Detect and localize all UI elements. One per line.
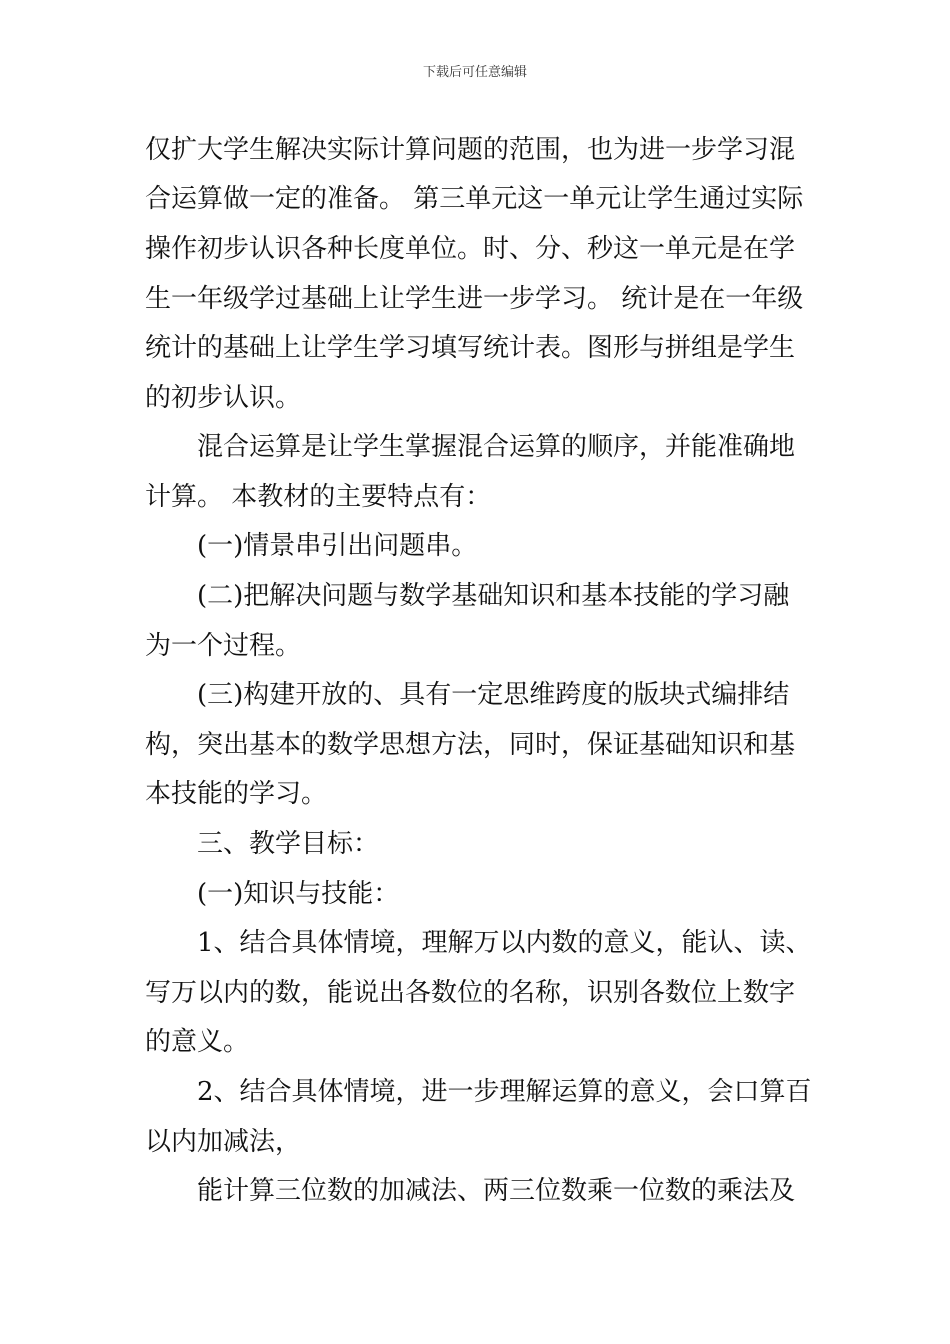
paragraph-line: 仅扩大学生解决实际计算问题的范围，也为进一步学习混 [145, 135, 796, 165]
paragraph-line: 统计的基础上让学生学习填写统计表。图形与拼组是学生 [145, 333, 796, 363]
paragraph-line: 合运算做一定的准备。 第三单元这一单元让学生通过实际 [145, 184, 804, 214]
paragraph-line: 的初步认识。 [145, 383, 302, 413]
page-header-note: 下载后可任意编辑 [422, 65, 527, 80]
paragraph-line: 写万以内的数，能说出各数位的名称，识别各数位上数字 [145, 978, 796, 1008]
subsection-heading: (一)知识与技能： [197, 879, 400, 909]
paragraph-line: 的意义。 [145, 1027, 250, 1057]
paragraph-line: 构，突出基本的数学思想方法，同时，保证基础知识和基 [145, 730, 796, 760]
paragraph-line: 计算。 本教材的主要特点有： [145, 482, 492, 512]
paragraph-line: (二)把解决问题与数学基础知识和基本技能的学习融 [197, 581, 790, 611]
paragraph-line: 能计算三位数的加减法、两三位数乘一位数的乘法及 [197, 1176, 796, 1206]
paragraph-line: (一)情景串引出问题串。 [197, 531, 478, 561]
section-heading: 三、教学目标： [197, 829, 380, 859]
paragraph-line: 操作初步认识各种长度单位。时、分、秒这一单元是在学 [145, 234, 796, 264]
paragraph-line: 本技能的学习。 [145, 779, 328, 809]
paragraph-line: 混合运算是让学生掌握混合运算的顺序，并能准确地 [197, 432, 796, 462]
paragraph-line: 以内加减法， [145, 1127, 302, 1157]
paragraph-line: 2、结合具体情境，进一步理解运算的意义，会口算百 [197, 1077, 812, 1107]
paragraph-line: 为一个过程。 [145, 631, 302, 661]
paragraph-line: 1、结合具体情境，理解万以内数的意义，能认、读、 [197, 928, 812, 958]
paragraph-line: 生一年级学过基础上让学生进一步学习。 统计是在一年级 [145, 284, 804, 314]
paragraph-line: (三)构建开放的、具有一定思维跨度的版块式编排结 [197, 680, 790, 710]
